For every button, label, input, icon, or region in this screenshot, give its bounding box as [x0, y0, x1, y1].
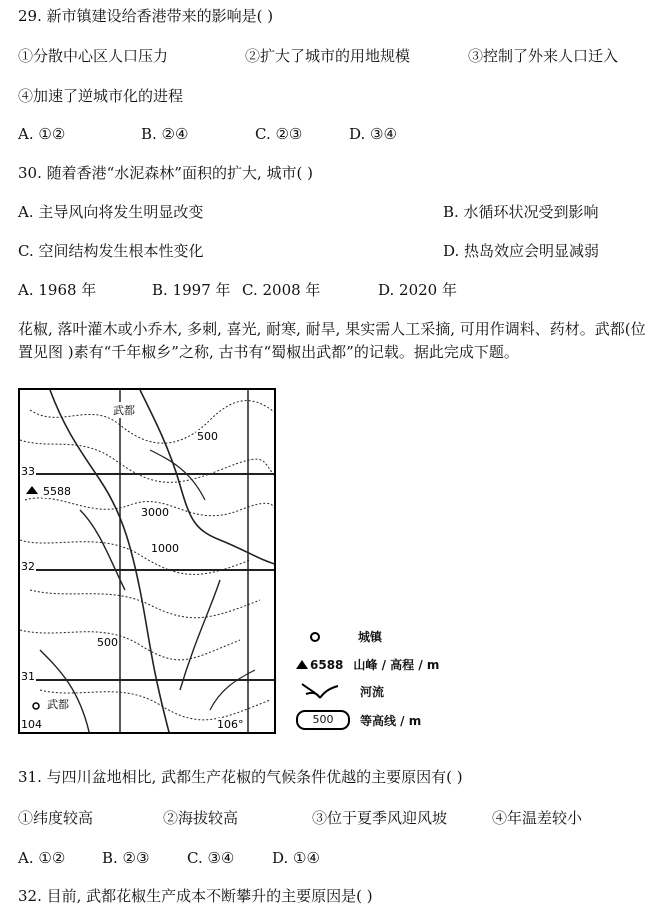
map-lat-33: 33 — [21, 465, 35, 478]
river-icon — [300, 682, 340, 700]
legend-contour: 500 等高线 / m — [296, 710, 421, 730]
map-contour-label: 500 — [97, 636, 118, 649]
q31-choice-d: D. ①④ — [272, 849, 320, 867]
q32-stem: 32. 目前, 武都花椒生产成本不断攀升的主要原因是( ) — [18, 887, 373, 905]
q29-option-4: ④加速了逆城市化的进程 — [18, 87, 184, 105]
legend-river: 河流 — [300, 682, 384, 700]
q30-stem: 30. 随着香港“水泥森林”面积的扩大, 城市( ) — [18, 164, 313, 182]
map-lat-32: 32 — [21, 560, 35, 573]
q29-choice-d: D. ③④ — [349, 125, 397, 143]
q30-option-b: B. 水循环状况受到影响 — [443, 203, 599, 221]
peak-icon — [296, 660, 308, 669]
contour-icon: 500 — [296, 710, 350, 730]
q31-option-1: ①纬度较高 — [18, 809, 94, 827]
map-contour-label: 500 — [197, 430, 218, 443]
q29-choice-a: A. ①② — [18, 125, 66, 143]
year-choice-c: C. 2008 年 — [242, 281, 321, 299]
q31-option-2: ②海拔较高 — [163, 809, 239, 827]
map-lat-31: 31 — [21, 670, 35, 683]
q29-option-3: ③控制了外来人口迁入 — [468, 47, 619, 65]
q29-option-1: ①分散中心区人口压力 — [18, 47, 169, 65]
q31-choice-a: A. ①② — [18, 849, 66, 867]
town-icon — [310, 632, 320, 642]
q30-option-c: C. 空间结构发生根本性变化 — [18, 242, 204, 260]
legend-town: 城镇 — [300, 628, 382, 645]
year-choice-d: D. 2020 年 — [378, 281, 457, 299]
q29-choice-c: C. ②③ — [255, 125, 303, 143]
map-city-wudu: 武都 — [113, 404, 135, 417]
q29-option-2: ②扩大了城市的用地规模 — [245, 47, 411, 65]
q31-choice-b: B. ②③ — [102, 849, 150, 867]
q31-stem: 31. 与四川盆地相比, 武都生产花椒的气候条件优越的主要原因有( ) — [18, 768, 463, 786]
passage-line-1: 花椒, 落叶灌木或小乔木, 多刺, 喜光, 耐寒, 耐旱, 果实需人工采摘, 可用作调料、药材。武都(位 — [18, 320, 646, 338]
q30-option-d: D. 热岛效应会明显减弱 — [443, 242, 600, 260]
topographic-map — [18, 388, 276, 734]
q31-option-3: ③位于夏季风迎风坡 — [312, 809, 448, 827]
q30-option-a: A. 主导风向将发生明显改变 — [18, 203, 204, 221]
legend-peak: 6588 山峰 / 高程 / m — [296, 656, 439, 673]
q29-choice-b: B. ②④ — [141, 125, 189, 143]
passage-line-2: 置见图 )素有“千年椒乡”之称, 古书有“蜀椒出武都”的记载。据此完成下题。 — [18, 343, 519, 361]
map-contour-label: 1000 — [151, 542, 179, 555]
map-lon-104: 104 — [21, 718, 42, 731]
map-lon-106: 106° — [217, 718, 244, 731]
map-contour-label: 3000 — [141, 506, 169, 519]
map-city-wudu-bottom: 武都 — [47, 698, 69, 711]
map-peak-value: 5588 — [43, 485, 71, 498]
year-choice-b: B. 1997 年 — [152, 281, 231, 299]
q29-stem: 29. 新市镇建设给香港带来的影响是( ) — [18, 7, 274, 25]
map-drawing — [20, 390, 276, 734]
q31-choice-c: C. ③④ — [187, 849, 235, 867]
year-choice-a: A. 1968 年 — [18, 281, 97, 299]
q31-option-4: ④年温差较小 — [492, 809, 583, 827]
